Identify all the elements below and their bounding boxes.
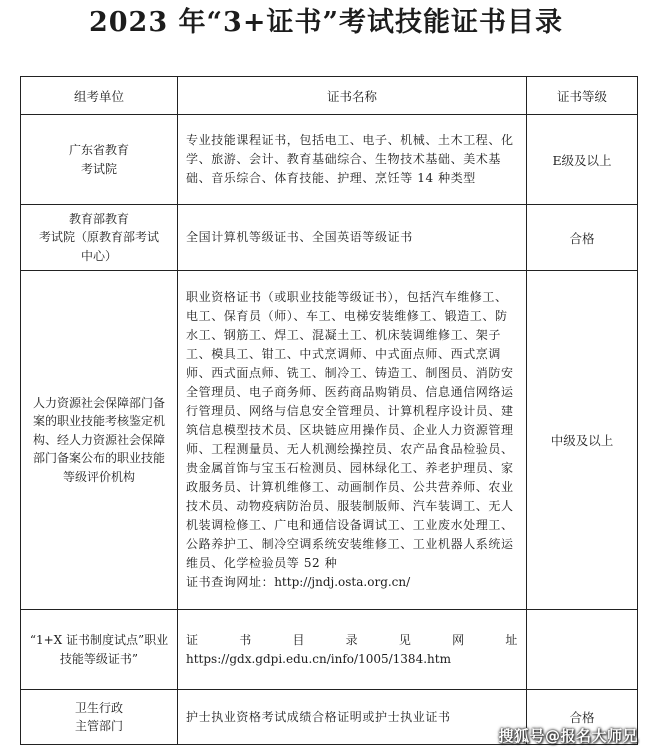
catalog-note-char: 录 xyxy=(345,632,359,647)
page-title: 2023 年“3+证书”考试技能证书目录 xyxy=(88,7,564,38)
level-cell: E级及以上 xyxy=(527,115,638,205)
certificate-list-text: 职业资格证书（或职业技能等级证书），包括汽车维修工、电工、保育员（师）、车工、电梯安装维修工、锻造工、防水工、钢筋工、焊工、混凝土工、机床装调维修工、架子工、模具工、钳工、中式烹调师、中式面点师、西式烹调师、西式面点师、铣工、制冷工、铸造工、制图员、消防安全管理员、电子商务师、医药商品购销员、信息通信网络运行管理员、网络与信息安全管理员、计算机程序设计员、建筑信息模型技术员、区块链应用操作员、企业人力资源管理师、工程测量员、无人机测绘操控员、农产品食品检验员、贵金属首饰与宝玉石检测员、园林绿化工、养老护理员、家政服务员、计算机维修工、动画制作员、公共营养师、农业技术员、动物疫病防治员、服装制版师、汽车装调工、无人机装调检修工、广电和通信设备调试工、工业废水处理工、公路养护工、制冷空调系统安装维修工、工业机器人系统运维员、化学检验员等 52 种 xyxy=(186,290,514,570)
catalog-note-char: 证 xyxy=(186,632,199,647)
certificate-table xyxy=(20,76,638,745)
org-cell: 卫生行政 主管部门 xyxy=(21,690,178,745)
org-cell: 人力资源社会保障部门备案的职业技能考核鉴定机构、经人力资源社会保障部门备案公布的职业技能等级评价机构 xyxy=(21,271,178,610)
table-row xyxy=(21,271,638,610)
level-cell: 合格 xyxy=(527,690,638,745)
query-url-line xyxy=(186,573,518,592)
query-url-link[interactable]: http://jndj.osta.org.cn/ xyxy=(274,575,411,589)
level-cell: 合格 xyxy=(527,205,638,271)
catalog-note-char: 址 xyxy=(505,632,518,647)
catalog-note xyxy=(186,631,518,650)
org-cell: “1+X 证书制度试点”职业技能等级证书” xyxy=(21,610,178,690)
catalog-note-char: 网 xyxy=(452,632,465,647)
query-url-label: 证书查询网址： xyxy=(186,575,275,589)
header-org: 组考单位 xyxy=(21,77,178,115)
catalog-note-char: 书 xyxy=(239,632,252,647)
header-level: 证书等级 xyxy=(527,77,638,115)
watermark: 搜狐号@报名大师兄 xyxy=(498,727,638,745)
certificate-name-cell xyxy=(178,271,527,610)
table-row xyxy=(21,610,638,690)
certificate-name-cell: 专业技能课程证书，包括电工、电子、机械、土木工程、化学、旅游、会计、教育基础综合、生物技术基础、美术基础、音乐综合、体育技能、护理、烹饪等 14 种类型 xyxy=(178,115,527,205)
catalog-note-char: 见 xyxy=(398,632,412,647)
table-row xyxy=(21,115,638,205)
catalog-note-char: 目 xyxy=(292,632,306,647)
org-cell: 教育部教育 考试院（原教育部考试 中心） xyxy=(21,205,178,271)
level-cell xyxy=(527,610,638,690)
header-name: 证书名称 xyxy=(178,77,527,115)
table-row xyxy=(21,205,638,271)
catalog-url-link[interactable]: https://gdx.gdpi.edu.cn/info/1005/1384.htm xyxy=(186,651,451,666)
certificate-name-cell: 护士执业资格考试成绩合格证明或护士执业证书 xyxy=(178,690,527,745)
certificate-name-cell: 全国计算机等级证书、全国英语等级证书 xyxy=(178,205,527,271)
table-header-row xyxy=(21,77,638,115)
org-cell: 广东省教育 考试院 xyxy=(21,115,178,205)
level-cell: 中级及以上 xyxy=(527,271,638,610)
certificate-name-cell xyxy=(178,610,527,690)
